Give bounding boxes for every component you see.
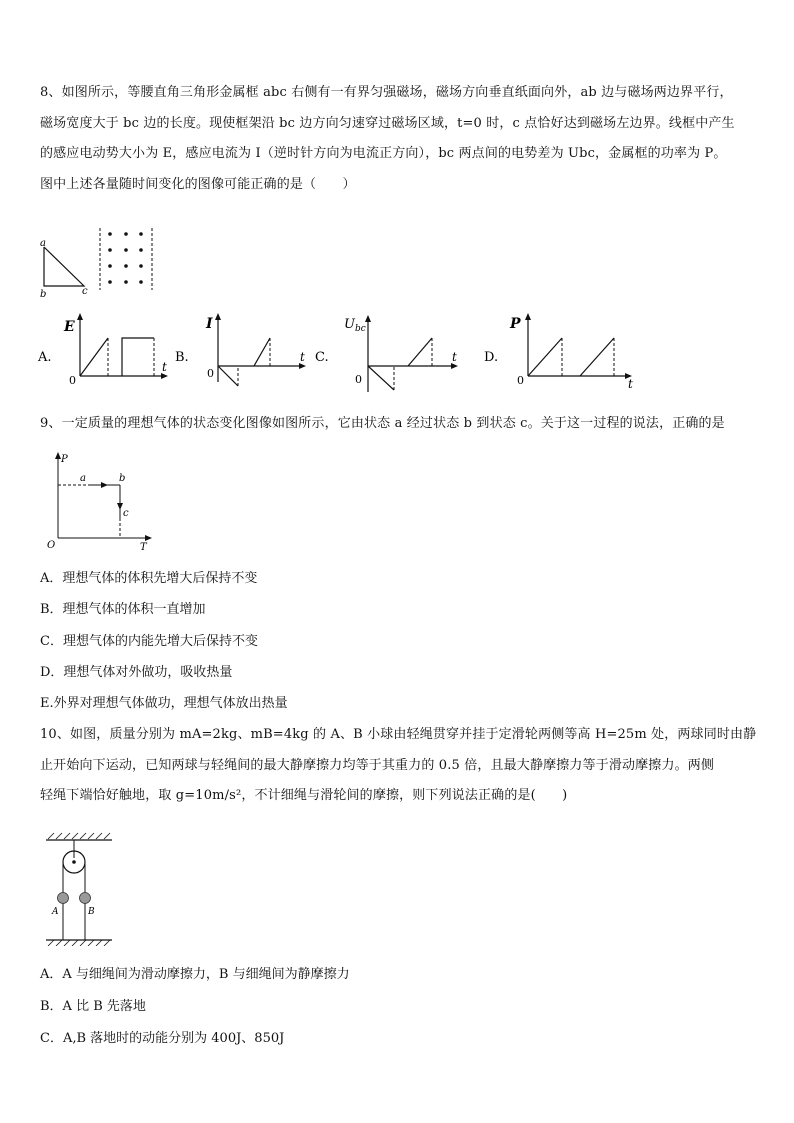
question-8-line-3: 的感应电动势大小为 E，感应电流为 I（逆时针方向为电流正方向），bc 两点间的电势差为 Ubc，金属框的功率为 P。 xyxy=(40,146,727,161)
question-10-option-b: B．A 比 B 先落地 xyxy=(40,999,146,1014)
state-b-label: b xyxy=(119,473,126,484)
option-a-graph xyxy=(36,310,176,392)
axis-p-label: P xyxy=(61,454,68,465)
origin-o-label: O xyxy=(47,540,56,551)
label-c: c xyxy=(82,286,88,297)
label-b: b xyxy=(40,289,47,300)
question-8-line-4: 图中上述各量随时间变化的图像可能正确的是（ ） xyxy=(40,176,356,192)
axis-t-label: T xyxy=(140,542,147,553)
question-8-stem xyxy=(40,78,760,200)
question-9-line-1: 9、一定质量的理想气体的状态变化图像如图所示，它由状态 a 经过状态 b 到状态 c。关于这一过程的说法，正确的是 xyxy=(40,416,725,431)
option-d-graph xyxy=(480,310,640,392)
state-c-label: c xyxy=(123,508,129,519)
option-a-ylabel: E xyxy=(64,319,75,335)
label-a: a xyxy=(40,238,46,249)
floor-hatch xyxy=(48,940,110,946)
state-a-label: a xyxy=(80,473,86,484)
question-8-setup-figure xyxy=(36,222,166,300)
option-b-graph xyxy=(172,310,322,392)
ball-a xyxy=(58,893,69,904)
question-10-line-2: 止开始向下运动，已知两球与轻绳间的最大静摩擦力均等于其重力的 0.5 倍，且最大静摩擦力等于滑动摩擦力。两侧 xyxy=(40,757,715,773)
question-9-option-b: B．理想气体的体积一直增加 xyxy=(40,602,206,617)
question-10-option-c: C．A,B 落地时的动能分别为 400J、850J xyxy=(40,1031,285,1046)
option-b-xlabel: t xyxy=(300,350,305,364)
option-c-letter: C. xyxy=(315,350,329,365)
option-a-letter: A. xyxy=(38,350,52,365)
question-8-line-2: 磁场宽度大于 bc 边的长度。现使框架沿 bc 边方向匀速穿过磁场区域，t=0 时，c 点恰好达到磁场左边界。线框中产生 xyxy=(40,115,735,131)
question-10-option-a: A．A 与细绳间为滑动摩擦力，B 与细绳间为静摩擦力 xyxy=(40,967,350,982)
question-10-stem xyxy=(40,720,760,812)
option-c-xlabel: t xyxy=(452,350,457,364)
ceiling-hatch xyxy=(48,833,110,839)
option-c-graph xyxy=(312,310,472,396)
option-b-letter: B. xyxy=(175,350,189,365)
option-b-ylabel: I xyxy=(206,316,213,332)
option-c-origin: 0 xyxy=(355,373,362,386)
question-9-stem xyxy=(40,409,760,440)
question-10-pulley-figure xyxy=(40,828,120,946)
option-d-origin: 0 xyxy=(517,374,524,387)
ball-a-label: A xyxy=(52,907,59,917)
option-d-ylabel: P xyxy=(510,316,521,332)
magnetic-field-dots xyxy=(108,232,143,284)
question-10-line-1: 10、如图，质量分别为 mA=2kg、mB=4kg 的 A、B 小球由轻绳贯穿并挂于定滑轮两侧等高 H=25m 处，两球同时由静 xyxy=(40,727,757,742)
option-a-xlabel: t xyxy=(162,360,167,374)
question-9-pt-figure xyxy=(40,448,160,554)
option-d-letter: D. xyxy=(484,350,499,365)
option-a-origin: 0 xyxy=(69,374,76,387)
question-10-line-3: 轻绳下端恰好触地，取 g=10m/s²，不计细绳与滑轮间的摩擦，则下列说法正确的是( ) xyxy=(40,788,568,803)
option-b-origin: 0 xyxy=(207,367,214,380)
question-9-option-d: D．理想气体对外做功，吸收热量 xyxy=(40,665,233,680)
ball-b xyxy=(80,893,91,904)
ball-b-label: B xyxy=(88,907,95,917)
option-d-xlabel: t xyxy=(628,377,633,391)
option-c-ylabel: $U_{bc}$ xyxy=(344,317,366,334)
question-9-option-e: E.外界对理想气体做功，理想气体放出热量 xyxy=(40,696,288,711)
question-9-option-a: A．理想气体的体积先增大后保持不变 xyxy=(40,571,258,586)
question-9-option-c: C．理想气体的内能先增大后保持不变 xyxy=(40,634,258,649)
question-8-line-1: 8、如图所示，等腰直角三角形金属框 abc 右侧有一有界匀强磁场，磁场方向垂直纸面向外，ab 边与磁场两边界平行， xyxy=(40,85,733,100)
